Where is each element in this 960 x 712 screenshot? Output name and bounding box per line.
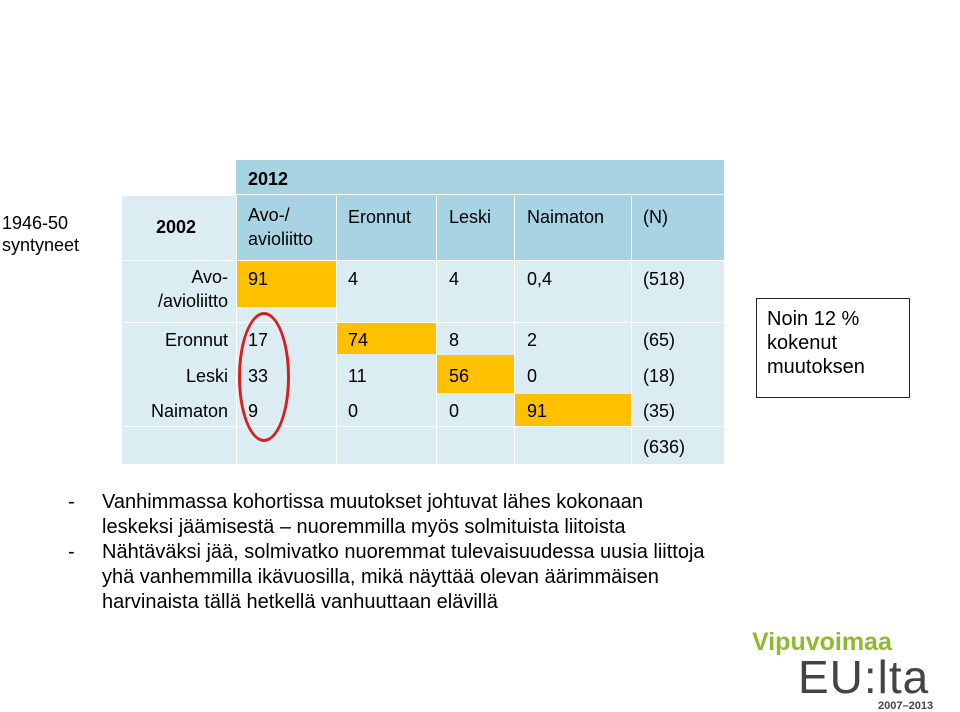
table-cell-n: (35) [643,401,676,421]
cohort-label [2,212,79,256]
col-header-eronnut: Eronnut [348,207,412,227]
table-cell: 0 [348,401,359,421]
bullet-dash: - [68,541,75,563]
row-label-eronnut: Eronnut [164,330,228,350]
table-cell: 4 [348,269,359,289]
table-cell: 91 [527,401,548,421]
table-cell-n: (18) [643,366,676,386]
bullet-line: harvinaista tällä hetkellä vanhuuttaan elävillä [102,591,498,613]
row-label-avo-1: Avo- [191,267,228,287]
logo-line-1: Vipuvoimaa [752,628,892,656]
col-header-leski: Leski [449,207,492,227]
table-cell: 0 [527,366,538,386]
bullet-line: yhä vanhemmilla ikävuosilla, mikä näyttää olevan äärimmäisen [102,566,659,588]
table-cell: 74 [348,330,369,350]
logo-years: 2007–2013 [878,700,934,712]
table-cell: 56 [449,366,470,386]
col-header-n: (N) [643,207,668,227]
note-line: kokenut [767,332,838,354]
bullet-line: Nähtäväksi jää, solmivatko nuoremmat tulevaisuudessa uusia liittoja [102,541,705,563]
col-header-avo-2: avioliitto [248,229,314,249]
note-line: Noin 12 % [767,308,860,330]
table-cell: 9 [248,401,259,421]
table-cell: 17 [248,330,269,350]
table-cell: 11 [348,366,367,386]
note-line: muutoksen [767,356,865,378]
table-cell-n: (518) [643,269,686,289]
row-label-avo-2: /avioliitto [157,291,228,311]
bullet-dash: - [68,491,75,513]
table-cell: 0,4 [527,269,553,289]
bullet-line: Vanhimmassa kohortissa muutokset johtuvat lähes kokonaan [102,491,644,513]
table-cell: 91 [248,269,269,289]
table-cell: 8 [449,330,460,350]
vipuvoimaa-logo [752,628,952,712]
cohort-years: 1946-50 [2,213,69,233]
bullet-list [68,490,888,615]
table-cell-n: (65) [643,330,676,350]
cohort-word: syntyneet [2,235,80,255]
table-cell: 0 [449,401,460,421]
list-item [68,540,888,615]
list-item [68,490,888,540]
table-cell: 2 [527,330,538,350]
year-2012-label: 2012 [248,169,289,189]
col-header-avo-1: Avo-/ [248,205,290,225]
bullet-line: leskeksi jäämisestä – nuoremmilla myös solmituista liitoista [102,516,626,538]
logo-line-2: EU:lta [798,651,930,703]
row-label-leski: Leski [185,366,228,386]
red-circle-annotation [238,312,290,442]
year-2002-label: 2002 [156,217,197,237]
table-total-n: (636) [643,437,686,457]
note-box [756,298,910,398]
col-header-naimaton: Naimaton [527,207,605,227]
table-cell: 4 [449,269,460,289]
row-label-naimaton: Naimaton [150,401,228,421]
table-cell: 33 [248,366,269,386]
